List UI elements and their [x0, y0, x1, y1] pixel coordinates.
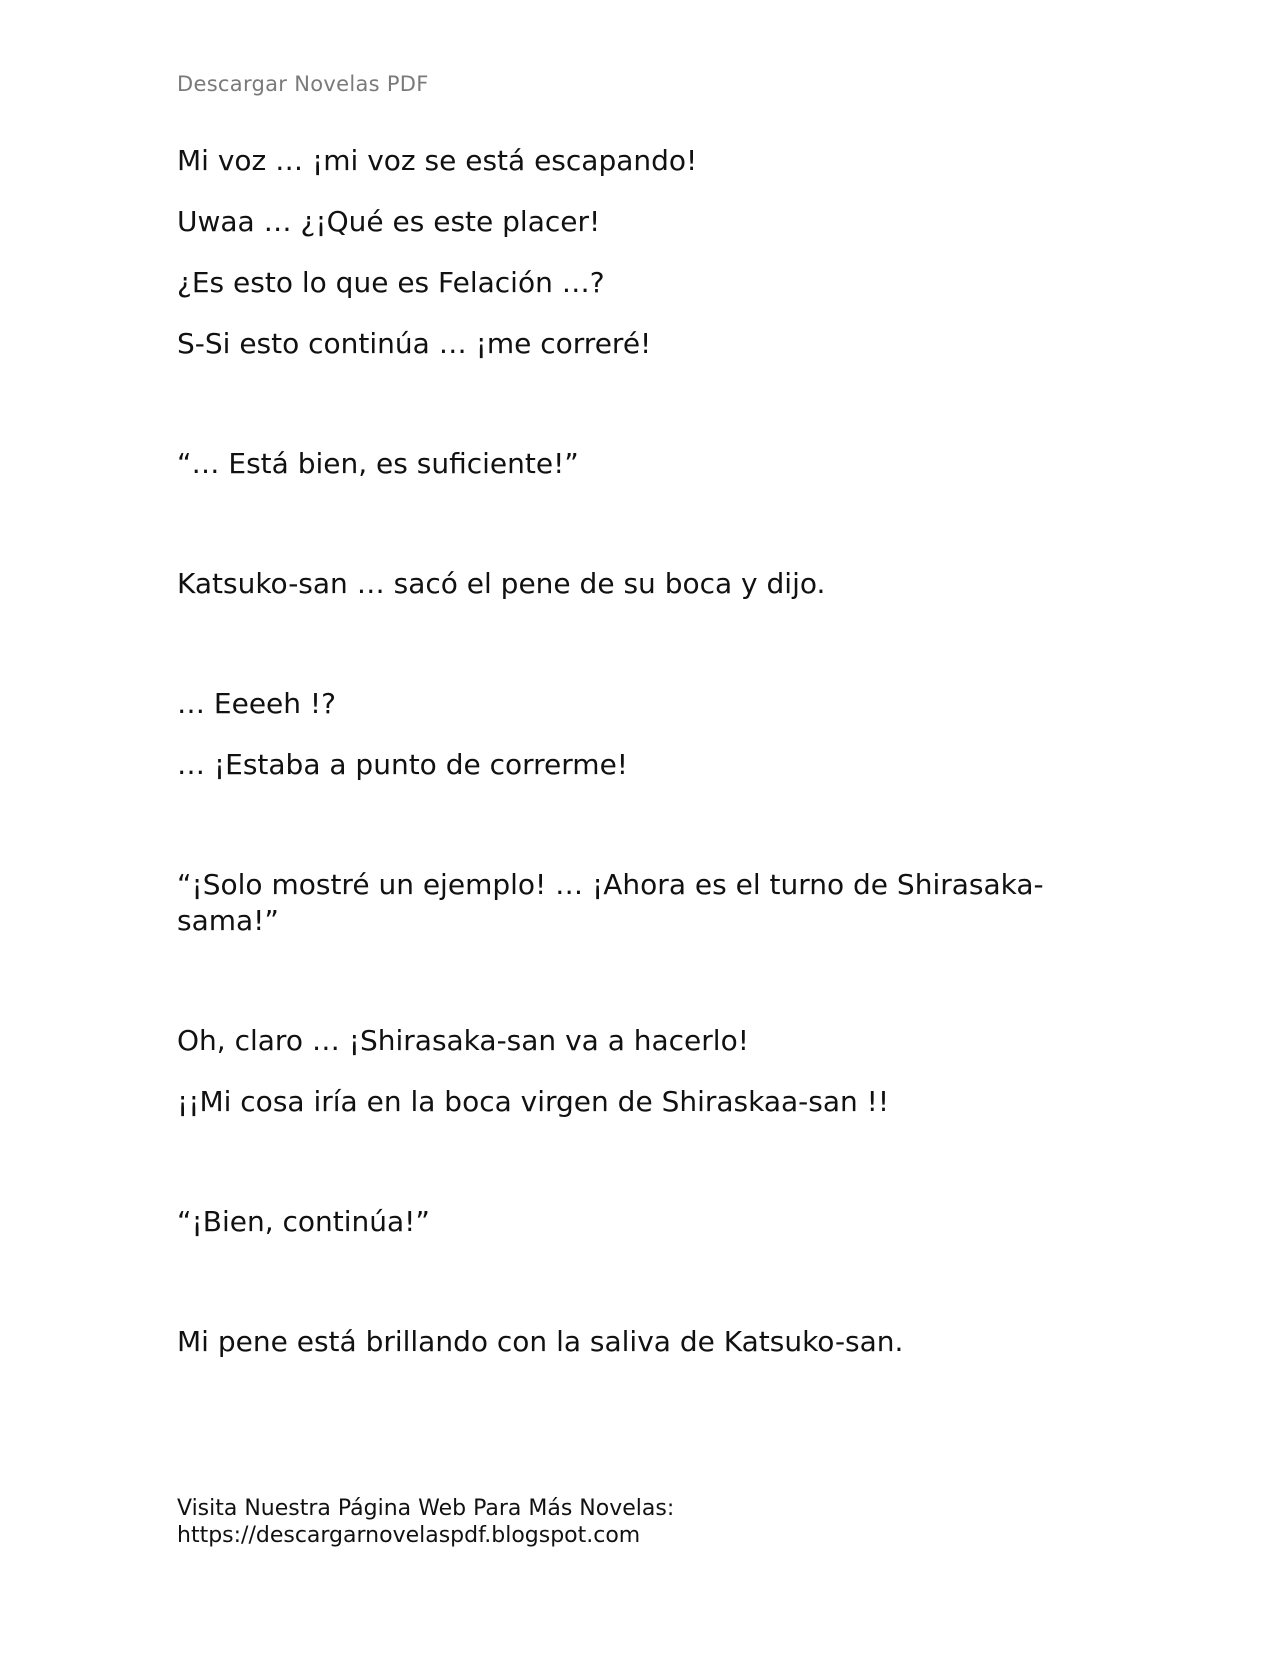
dialogue-paragraph: “… Está bien, es suficiente!”: [177, 447, 579, 480]
dialogue-paragraph: “¡Bien, continúa!”: [177, 1205, 430, 1238]
footer-promo-text: Visita Nuestra Página Web Para Más Novelas:: [177, 1496, 675, 1521]
document-page: [177, 0, 1097, 1656]
paragraph: ¿Es esto lo que es Felación …?: [177, 266, 605, 299]
paragraph: ¡¡Mi cosa iría en la boca virgen de Shiraskaa-san !!: [177, 1085, 890, 1118]
page-header: Descargar Novelas PDF: [177, 72, 429, 96]
paragraph: … Eeeeh !?: [177, 687, 337, 720]
footer-website-url: https://descargarnovelaspdf.blogspot.com: [177, 1523, 641, 1548]
page-footer: [177, 1495, 674, 1549]
paragraph: Mi pene está brillando con la saliva de Katsuko-san.: [177, 1325, 904, 1358]
paragraph: … ¡Estaba a punto de correrme!: [177, 748, 629, 781]
paragraph: Mi voz … ¡mi voz se está escapando!: [177, 144, 698, 177]
dialogue-paragraph: “¡Solo mostré un ejemplo! … ¡Ahora es el turno de Shirasaka-sama!”: [177, 868, 1044, 937]
paragraph: Katsuko-san … sacó el pene de su boca y dijo.: [177, 567, 826, 600]
paragraph: Oh, claro … ¡Shirasaka-san va a hacerlo!: [177, 1024, 749, 1057]
document-body: [177, 143, 1097, 1360]
paragraph: S-Si esto continúa … ¡me correré!: [177, 327, 652, 360]
paragraph: Uwaa … ¿¡Qué es este placer!: [177, 205, 601, 238]
